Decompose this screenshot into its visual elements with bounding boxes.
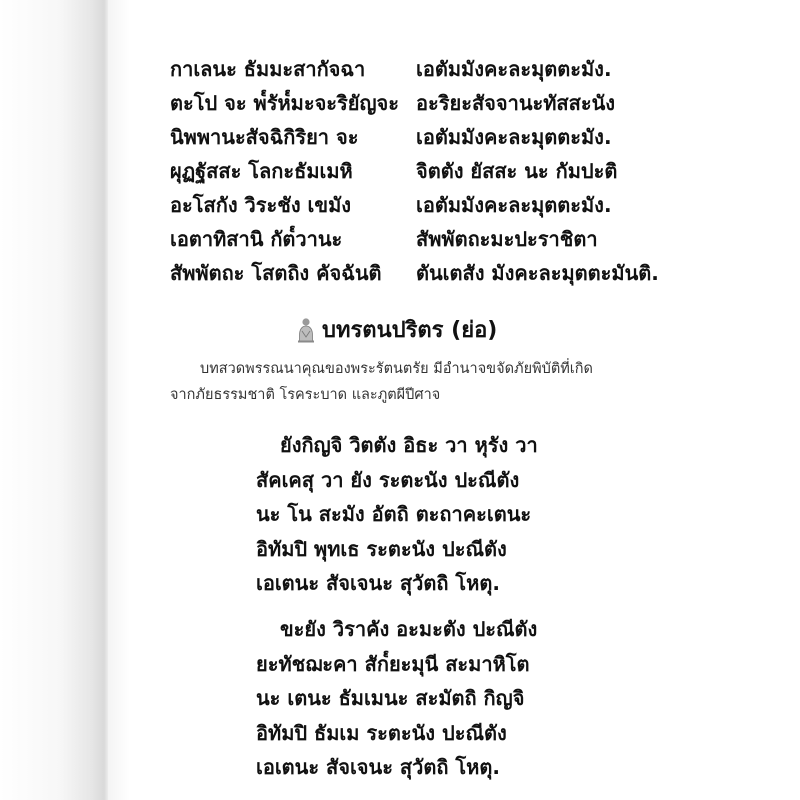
verse-right: เอตัมมังคะละมุตตะมัง.: [416, 193, 612, 217]
verse-right: จิตตัง ยัสสะ นะ กัมปะติ: [416, 159, 618, 183]
chant-line: นะ เตนะ ธัมเมนะ สะมัตถิ กิญจิ: [256, 686, 525, 710]
verse-left: ตะโป จะ พ๎รัห๎มะจะริยัญจะ: [170, 91, 400, 115]
book-binding-edge: [0, 0, 108, 800]
verse-row: [170, 52, 710, 86]
chant-line: ยังกิญจิ วิตตัง อิธะ วา หุรัง วา: [280, 433, 538, 457]
verse-row: [170, 154, 710, 188]
chant-line: เอเตนะ สัจเจนะ สุวัตถิ โหตุ.: [256, 571, 500, 595]
chant-stanza: [256, 428, 596, 601]
verse-left: สัพพัตถะ โสตถิง คัจฉันติ: [170, 261, 382, 285]
verse-right: เอตัมมังคะละมุตตะมัง.: [416, 57, 612, 81]
verse-row: [170, 256, 710, 290]
monk-icon: [296, 317, 316, 343]
chant-line: ขะยัง วิราคัง อะมะตัง ปะณีตัง: [280, 617, 538, 641]
verse-left: นิพพานะสัจฉิกิริยา จะ: [170, 125, 359, 149]
section-heading: [296, 312, 497, 347]
verse-right: เอตัมมังคะละมุตตะมัง.: [416, 125, 612, 149]
chant-line: สัคเคสุ วา ยัง ระตะนัง ปะณีตัง: [256, 467, 520, 492]
verse-right: ตันเตสัง มังคะละมุตตะมันติ.: [416, 261, 659, 285]
description-line: บทสวดพรรณนาคุณของพระรัตนตรัย มีอำนาจขจัดภัยพิบัติที่เกิด: [200, 361, 593, 377]
verse-left: อะโสกัง วิระชัง เขมัง: [170, 193, 352, 217]
verse-right: อะริยะสัจจานะทัสสะนัง: [416, 91, 616, 115]
verse-left: ผุฏฐัสสะ โลกะธัมเมหิ: [170, 159, 353, 183]
verse-left: เอตาทิสานิ กัต๎วานะ: [170, 227, 343, 251]
chant-line: นะ โน สะมัง อัตถิ ตะถาคะเตนะ: [256, 502, 532, 526]
description-line: จากภัยธรรมชาติ โรคระบาด และภูตผีปีศาจ: [170, 387, 441, 403]
section-title: บทรตนปริตร (ย่อ): [322, 318, 498, 343]
verse-left: กาเลนะ ธัมมะสากัจฉา: [170, 57, 366, 81]
verse-row: [170, 120, 710, 154]
chant-line: เอเตนะ สัจเจนะ สุวัตถิ โหตุ.: [256, 755, 500, 779]
section-description: [170, 356, 680, 408]
verse-table: [170, 52, 710, 290]
chant-line: อิทัมปิ ธัมเม ระตะนัง ปะณีตัง: [256, 720, 507, 745]
chant-line: อิทัมปิ พุทเธ ระตะนัง ปะณีตัง: [256, 536, 507, 561]
verse-row: [170, 188, 710, 222]
verse-right: สัพพัตถะมะปะราชิตา: [416, 227, 598, 251]
chant-line: ยะทัชฌะคา สัก๎ยะมุนี สะมาหิโต: [256, 651, 530, 676]
verse-row: [170, 222, 710, 256]
chant-stanza: [256, 612, 596, 785]
verse-row: [170, 86, 710, 120]
